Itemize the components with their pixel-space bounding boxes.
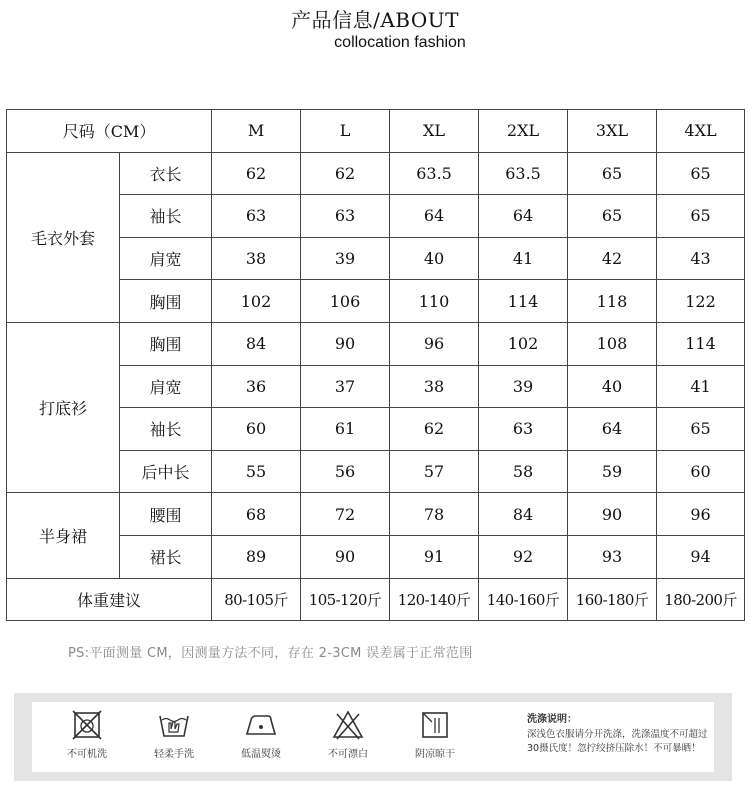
no-machine-wash-icon xyxy=(70,708,104,742)
weight-value: 105-120斤 xyxy=(301,578,390,621)
measure-label: 肩宽 xyxy=(120,365,212,408)
measure-value: 57 xyxy=(390,450,479,493)
measure-label: 肩宽 xyxy=(120,237,212,280)
measure-value: 110 xyxy=(390,280,479,323)
measure-value: 60 xyxy=(212,408,301,451)
measure-label: 袖长 xyxy=(120,408,212,451)
size-header-label: 尺码（CM） xyxy=(7,110,212,153)
hand-wash-icon xyxy=(157,708,191,742)
measure-value: 65 xyxy=(657,195,745,238)
measure-value: 90 xyxy=(301,535,390,578)
measure-label: 胸围 xyxy=(120,280,212,323)
measure-value: 102 xyxy=(479,322,568,365)
size-table xyxy=(6,109,745,621)
measure-value: 40 xyxy=(568,365,657,408)
measure-value: 102 xyxy=(212,280,301,323)
care-item-hand-wash xyxy=(141,708,207,760)
measure-value: 65 xyxy=(568,152,657,195)
care-item-no-bleach xyxy=(315,708,381,760)
wash-heading: 洗涤说明： xyxy=(527,714,577,725)
measure-value: 90 xyxy=(568,493,657,536)
measure-value: 118 xyxy=(568,280,657,323)
weight-row xyxy=(7,578,745,621)
measure-value: 36 xyxy=(212,365,301,408)
measure-label: 腰围 xyxy=(120,493,212,536)
wash-instructions xyxy=(527,710,712,756)
size-header-cell: M xyxy=(212,110,301,153)
measure-value: 58 xyxy=(479,450,568,493)
size-header-cell: 3XL xyxy=(568,110,657,153)
measure-value: 62 xyxy=(212,152,301,195)
page-subtitle: collocation fashion xyxy=(334,34,466,51)
measure-value: 65 xyxy=(657,152,745,195)
measure-value: 64 xyxy=(479,195,568,238)
low-temp-iron-icon xyxy=(244,708,278,742)
measure-value: 78 xyxy=(390,493,479,536)
care-card xyxy=(32,702,714,772)
size-header-cell: XL xyxy=(390,110,479,153)
measure-value: 38 xyxy=(390,365,479,408)
care-label: 阴凉晾干 xyxy=(415,749,455,760)
measure-row xyxy=(7,322,745,365)
measure-value: 122 xyxy=(657,280,745,323)
measure-value: 60 xyxy=(657,450,745,493)
care-item-shade-dry xyxy=(402,708,468,760)
measure-value: 96 xyxy=(390,322,479,365)
measure-value: 65 xyxy=(657,408,745,451)
measure-value: 90 xyxy=(301,322,390,365)
measure-label: 衣长 xyxy=(120,152,212,195)
measure-row xyxy=(7,152,745,195)
measure-value: 63.5 xyxy=(479,152,568,195)
measure-value: 38 xyxy=(212,237,301,280)
measure-value: 92 xyxy=(479,535,568,578)
care-label: 低温熨烫 xyxy=(241,749,281,760)
measure-value: 106 xyxy=(301,280,390,323)
measure-value: 63 xyxy=(212,195,301,238)
measure-value: 65 xyxy=(568,195,657,238)
measure-value: 62 xyxy=(390,408,479,451)
measure-value: 64 xyxy=(390,195,479,238)
measure-value: 93 xyxy=(568,535,657,578)
weight-value: 120-140斤 xyxy=(390,578,479,621)
care-label: 不可漂白 xyxy=(328,749,368,760)
weight-value: 80-105斤 xyxy=(212,578,301,621)
measure-value: 37 xyxy=(301,365,390,408)
measure-value: 108 xyxy=(568,322,657,365)
measure-value: 55 xyxy=(212,450,301,493)
measure-value: 61 xyxy=(301,408,390,451)
shade-dry-icon xyxy=(418,708,452,742)
measure-row xyxy=(7,493,745,536)
wash-text: 深浅色衣服请分开洗涤，洗涤温度不可超过30摄氏度！忽拧绞挤压除水！不可暴晒！ xyxy=(527,729,708,754)
measure-value: 89 xyxy=(212,535,301,578)
measure-value: 39 xyxy=(301,237,390,280)
weight-value: 180-200斤 xyxy=(657,578,745,621)
measure-value: 84 xyxy=(212,322,301,365)
measure-value: 62 xyxy=(301,152,390,195)
measure-label: 后中长 xyxy=(120,450,212,493)
measure-value: 114 xyxy=(479,280,568,323)
weight-value: 160-180斤 xyxy=(568,578,657,621)
measure-value: 91 xyxy=(390,535,479,578)
measure-value: 40 xyxy=(390,237,479,280)
measure-value: 72 xyxy=(301,493,390,536)
measure-value: 39 xyxy=(479,365,568,408)
size-header-row xyxy=(7,110,745,153)
measure-value: 59 xyxy=(568,450,657,493)
care-label: 不可机洗 xyxy=(67,749,107,760)
measure-label: 裙长 xyxy=(120,535,212,578)
measure-value: 42 xyxy=(568,237,657,280)
measure-value: 63.5 xyxy=(390,152,479,195)
measure-value: 84 xyxy=(479,493,568,536)
care-item-low-temp-iron xyxy=(228,708,294,760)
measure-value: 43 xyxy=(657,237,745,280)
size-header-cell: L xyxy=(301,110,390,153)
care-item-no-machine-wash xyxy=(54,708,120,760)
measure-label: 胸围 xyxy=(120,322,212,365)
measure-value: 63 xyxy=(301,195,390,238)
measure-label: 袖长 xyxy=(120,195,212,238)
care-panel xyxy=(14,693,732,781)
care-label: 轻柔手洗 xyxy=(154,749,194,760)
measurement-note: PS:平面测量 CM，因测量方法不同，存在 2-3CM 误差属于正常范围 xyxy=(68,646,473,661)
page-title: 产品信息/ABOUT xyxy=(291,8,459,32)
measure-value: 94 xyxy=(657,535,745,578)
no-bleach-icon xyxy=(331,708,365,742)
weight-label: 体重建议 xyxy=(7,578,212,621)
measure-value: 41 xyxy=(657,365,745,408)
measure-value: 114 xyxy=(657,322,745,365)
measure-value: 96 xyxy=(657,493,745,536)
measure-value: 63 xyxy=(479,408,568,451)
measure-value: 64 xyxy=(568,408,657,451)
garment-group-label: 毛衣外套 xyxy=(7,152,120,322)
weight-value: 140-160斤 xyxy=(479,578,568,621)
size-header-cell: 4XL xyxy=(657,110,745,153)
garment-group-label: 半身裙 xyxy=(7,493,120,578)
measure-value: 56 xyxy=(301,450,390,493)
garment-group-label: 打底衫 xyxy=(7,322,120,492)
measure-value: 68 xyxy=(212,493,301,536)
measure-value: 41 xyxy=(479,237,568,280)
size-header-cell: 2XL xyxy=(479,110,568,153)
